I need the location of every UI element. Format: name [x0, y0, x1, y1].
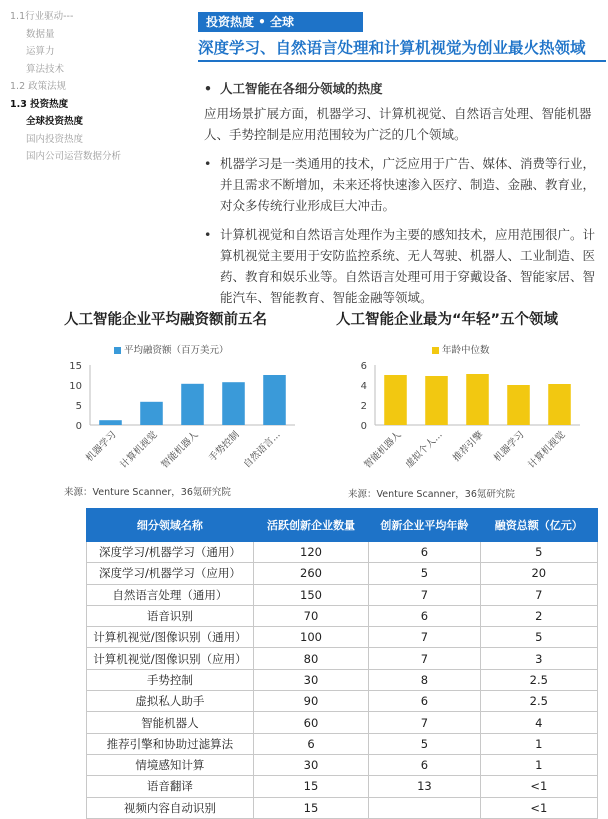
table-row: [87, 797, 598, 818]
y-tick-label: 10: [69, 381, 82, 392]
table-cell: 计算机视觉/图像识别（通用）: [87, 627, 254, 648]
body-text: [204, 78, 604, 316]
table-row: [87, 733, 598, 754]
table-cell: 15: [253, 797, 368, 818]
nav-item[interactable]: 国内公司运营数据分析: [26, 151, 122, 162]
nav-item[interactable]: 国内投资热度: [26, 133, 84, 145]
table-cell: 5: [369, 733, 480, 754]
page-headline: 深度学习、自然语言处理和计算机视觉为创业最火热领域: [198, 39, 586, 57]
table-cell: 30: [253, 754, 368, 775]
table-row: [87, 648, 598, 669]
x-tick-label: 手势控制: [206, 429, 242, 465]
table-cell: 自然语言处理（通用）: [87, 584, 254, 605]
bullet-dot: •: [204, 156, 212, 171]
table-cell: 2: [480, 605, 597, 626]
table-cell: 90: [253, 691, 368, 712]
bullet-dot: •: [204, 227, 212, 242]
table-cell: [369, 797, 480, 818]
table-cell: 语音识别: [87, 605, 254, 626]
bar: [384, 375, 407, 425]
x-tick-label: 智能机器人: [159, 429, 201, 471]
table-cell: 13: [369, 776, 480, 797]
chart2-svg: [340, 355, 590, 485]
table-cell: 70: [253, 605, 368, 626]
data-table: [86, 508, 598, 819]
bullet-heading: [204, 78, 604, 99]
table-cell: 5: [369, 563, 480, 584]
bullet-heading-text: 人工智能在各细分领域的热度: [220, 81, 383, 96]
chart2-title: 人工智能企业最为“年轻”五个领域: [336, 312, 559, 328]
table-cell: 80: [253, 648, 368, 669]
table-cell: 推荐引擎和协助过滤算法: [87, 733, 254, 754]
table-header-cell: 活跃创新企业数量: [253, 509, 368, 542]
bullet-item: [204, 224, 604, 308]
table-cell: 100: [253, 627, 368, 648]
table-cell: 3: [480, 648, 597, 669]
table-cell: 4: [480, 712, 597, 733]
table-header-cell: 细分领域名称: [87, 509, 254, 542]
table-cell: 6: [369, 691, 480, 712]
table-cell: 1: [480, 754, 597, 775]
bar: [263, 375, 286, 425]
table-cell: 60: [253, 712, 368, 733]
legend-label: 年龄中位数: [442, 345, 490, 356]
nav-item[interactable]: 1.3 投资热度: [10, 98, 69, 110]
table-cell: 7: [369, 584, 480, 605]
table-row: [87, 563, 598, 584]
table-cell: 深度学习/机器学习（通用）: [87, 542, 254, 563]
table-cell: 智能机器人: [87, 712, 254, 733]
table-row: [87, 627, 598, 648]
table-header-row: [87, 509, 598, 542]
table-cell: 8: [369, 669, 480, 690]
table-cell: 7: [369, 627, 480, 648]
nav-item[interactable]: 数据量: [26, 28, 55, 40]
bar: [425, 376, 448, 425]
sidebar-nav: [10, 8, 195, 166]
x-tick-label: 计算机视觉: [118, 429, 160, 471]
chart2-source: 来源：Venture Scanner，36氪研究院: [348, 489, 515, 500]
table-row: [87, 776, 598, 797]
table-cell: 情境感知计算: [87, 754, 254, 775]
table-cell: 30: [253, 669, 368, 690]
table-cell: 2.5: [480, 669, 597, 690]
x-tick-label: 智能机器人: [362, 429, 404, 471]
nav-item[interactable]: 1.2 政策法规: [10, 81, 67, 92]
table-row: [87, 712, 598, 733]
table-cell: 2.5: [480, 691, 597, 712]
y-tick-label: 4: [360, 381, 367, 392]
bar: [99, 420, 122, 425]
table-row: [87, 669, 598, 690]
table-cell: 150: [253, 584, 368, 605]
bullet-text: 计算机视觉和自然语言处理作为主要的感知技术，应用范围很广。计算机视觉主要用于安防监控系统、无人驾驶、机器人、工业制造、医药、教育和娱乐业等。自然语言处理可用于穿戴设备、智能家居、智能汽车、智能教育、智能金融等领域。: [220, 227, 596, 305]
table-cell: 20: [480, 563, 597, 584]
table-cell: 6: [369, 754, 480, 775]
table-cell: 7: [480, 584, 597, 605]
chart1-svg: [55, 355, 305, 485]
table-header-cell: 融资总额（亿元）: [480, 509, 597, 542]
nav-item[interactable]: 运算力: [26, 46, 55, 57]
table-row: [87, 605, 598, 626]
legend-swatch: [432, 347, 439, 354]
x-tick-label: 推荐引擎: [450, 429, 486, 465]
chart1-title: 人工智能企业平均融资额前五名: [64, 312, 267, 328]
chart2-legend: [432, 342, 490, 356]
table-cell: 6: [253, 733, 368, 754]
bar: [140, 402, 163, 425]
table-cell: 120: [253, 542, 368, 563]
legend-swatch: [114, 347, 121, 354]
x-tick-label: 自然语言...: [241, 429, 283, 471]
y-tick-label: 0: [75, 421, 82, 432]
table-cell: 1: [480, 733, 597, 754]
table-cell: 260: [253, 563, 368, 584]
x-tick-label: 机器学习: [83, 429, 119, 465]
paragraph: 应用场景扩展方面，机器学习、计算机视觉、自然语言处理、智能机器人、手势控制是应用范围较为广泛的几个领域。: [204, 106, 592, 142]
chart1-legend: [114, 342, 229, 356]
table-cell: 视频内容自动识别: [87, 797, 254, 818]
nav-item[interactable]: 全球投资热度: [26, 116, 84, 127]
y-tick-label: 0: [360, 421, 367, 432]
table-cell: 5: [480, 542, 597, 563]
bar: [548, 384, 571, 425]
y-tick-label: 2: [360, 401, 367, 412]
x-tick-label: 机器学习: [491, 429, 527, 465]
chart1-source: 来源：Venture Scanner，36氪研究院: [64, 487, 231, 498]
y-tick-label: 15: [69, 361, 82, 372]
legend-label: 平均融资额（百万美元）: [124, 345, 229, 356]
headline-divider: [198, 60, 606, 62]
table-cell: <1: [480, 797, 597, 818]
table-cell: 手势控制: [87, 669, 254, 690]
nav-item[interactable]: 1.1行业驱动---: [10, 11, 74, 22]
table-cell: 7: [369, 712, 480, 733]
table-cell: 7: [369, 648, 480, 669]
table-cell: 深度学习/机器学习（应用）: [87, 563, 254, 584]
x-tick-label: 虚拟个人...: [403, 429, 445, 471]
table-cell: 6: [369, 542, 480, 563]
table-cell: <1: [480, 776, 597, 797]
y-tick-label: 6: [360, 361, 367, 372]
table-header-cell: 创新企业平均年龄: [369, 509, 480, 542]
bar: [466, 374, 489, 425]
bullet-item: [204, 153, 604, 216]
bar: [222, 382, 245, 425]
table-cell: 计算机视觉/图像识别（应用）: [87, 648, 254, 669]
section-tag: 投资热度 • 全球: [198, 12, 363, 32]
table-row: [87, 754, 598, 775]
table-cell: 15: [253, 776, 368, 797]
bullet-text: 机器学习是一类通用的技术，广泛应用于广告、媒体、消费等行业，并且需求不断增加，未来还将快速渗入医疗、制造、金融、教育业，对众多传统行业形成巨大冲击。: [220, 156, 596, 213]
table-cell: 虚拟私人助手: [87, 691, 254, 712]
table-row: [87, 691, 598, 712]
table-cell: 6: [369, 605, 480, 626]
table-row: [87, 584, 598, 605]
table-cell: 5: [480, 627, 597, 648]
table-row: [87, 542, 598, 563]
y-tick-label: 5: [75, 401, 82, 412]
x-tick-label: 计算机视觉: [526, 429, 568, 471]
bar: [181, 384, 204, 425]
nav-item[interactable]: 算法技术: [26, 63, 65, 75]
table-cell: 语音翻译: [87, 776, 254, 797]
bar: [507, 385, 530, 425]
bullet-dot: •: [204, 81, 212, 96]
